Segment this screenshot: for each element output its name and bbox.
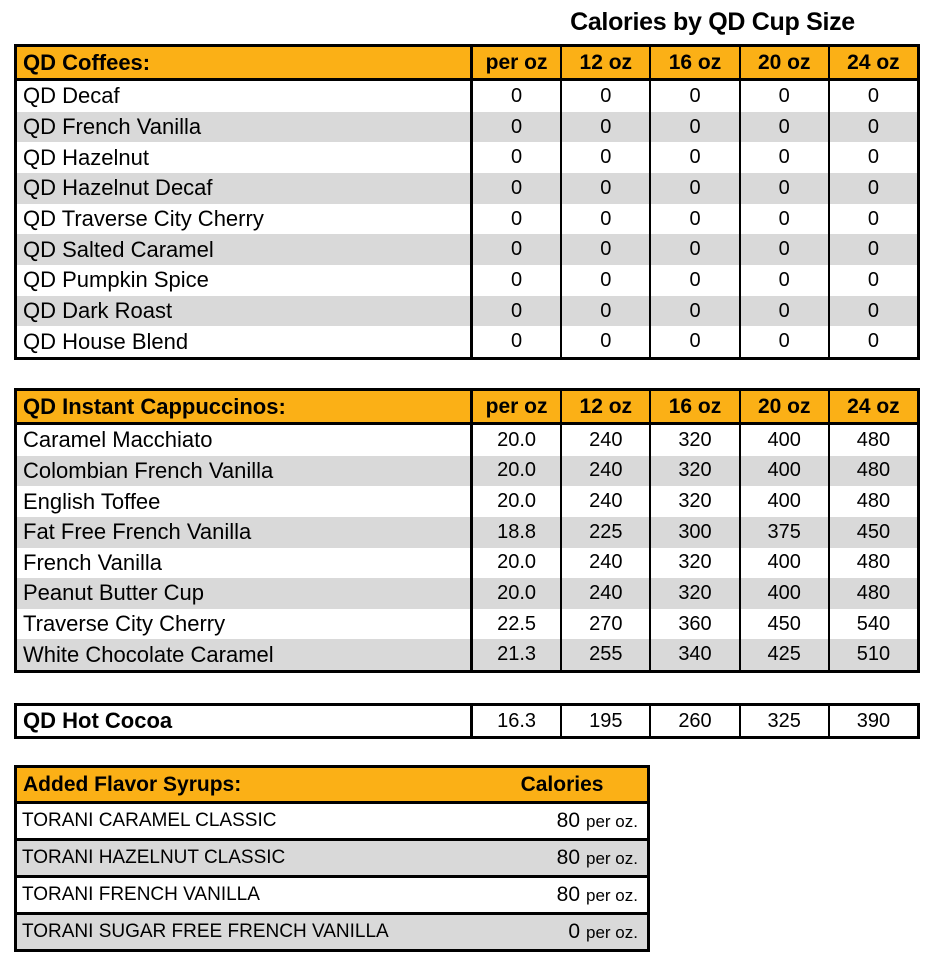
syrups-header-row [17, 768, 647, 804]
syrup-value [557, 809, 647, 833]
syrup-calorie-unit: per oz. [586, 923, 638, 942]
syrup-row [17, 804, 647, 838]
calorie-value: 0 [649, 142, 738, 173]
syrups-header-label: Added Flavor Syrups: [23, 772, 242, 796]
table-row [17, 548, 917, 579]
calorie-value: 0 [649, 296, 738, 327]
syrup-value [568, 920, 647, 944]
syrup-calorie-number: 80 [556, 846, 580, 869]
syrups-calories-header: Calories [520, 772, 604, 796]
syrup-value [557, 883, 647, 907]
row-label: Peanut Butter Cup [23, 580, 205, 606]
calorie-value: 0 [560, 142, 649, 173]
calorie-value: 0 [470, 112, 560, 143]
calorie-value: 0 [560, 326, 649, 357]
calorie-value: 0 [739, 326, 828, 357]
syrup-calorie-unit: per oz. [586, 886, 638, 905]
calorie-value: 0 [739, 173, 828, 204]
calorie-value: 0 [560, 112, 649, 143]
calorie-value: 0 [470, 234, 560, 265]
syrup-label: TORANI CARAMEL CLASSIC [22, 810, 277, 831]
calorie-value: 0 [649, 265, 738, 296]
calorie-value: 240 [560, 425, 649, 456]
calorie-value: 0 [470, 81, 560, 112]
calorie-value: 480 [828, 425, 917, 456]
table-row [17, 173, 917, 204]
table-header-row [17, 391, 917, 425]
cappuccinos-table [14, 388, 920, 673]
calorie-value: 20.0 [470, 425, 560, 456]
calorie-value: 240 [560, 456, 649, 487]
size-column-header: 24 oz [828, 47, 917, 78]
table-row [17, 486, 917, 517]
syrup-row [17, 912, 647, 949]
syrups-table [14, 765, 650, 952]
coffees-table [14, 44, 920, 360]
calorie-value: 390 [828, 706, 917, 736]
row-label: Fat Free French Vanilla [23, 519, 252, 545]
calorie-value: 20.0 [470, 486, 560, 517]
row-label: QD Hazelnut [23, 144, 149, 170]
calorie-value: 240 [560, 578, 649, 609]
calorie-value: 0 [649, 81, 738, 112]
row-label: QD French Vanilla [23, 114, 202, 139]
syrup-label: TORANI FRENCH VANILLA [22, 884, 260, 905]
calorie-value: 510 [828, 639, 917, 670]
row-label: White Chocolate Caramel [23, 641, 274, 667]
calorie-value: 320 [649, 548, 738, 579]
size-column-header: 16 oz [649, 391, 738, 422]
calorie-value: 400 [739, 456, 828, 487]
calorie-value: 20.0 [470, 578, 560, 609]
calorie-value: 340 [649, 639, 738, 670]
table-row [17, 142, 917, 173]
syrup-label: TORANI HAZELNUT CLASSIC [22, 847, 286, 868]
table-row [17, 706, 917, 736]
row-label: English Toffee [23, 488, 161, 514]
calorie-value: 16.3 [470, 706, 560, 736]
calorie-value: 450 [828, 517, 917, 548]
row-label: QD Dark Roast [23, 298, 173, 324]
calorie-value: 255 [560, 639, 649, 670]
row-label: QD Pumpkin Spice [23, 267, 209, 293]
page-title: Calories by QD Cup Size [570, 7, 855, 36]
calorie-value: 375 [739, 517, 828, 548]
calorie-value: 300 [649, 517, 738, 548]
calorie-value: 0 [739, 234, 828, 265]
calorie-value: 20.0 [470, 548, 560, 579]
size-column-header: per oz [470, 391, 560, 422]
calorie-value: 240 [560, 548, 649, 579]
table-row [17, 204, 917, 235]
calorie-value: 0 [470, 265, 560, 296]
calorie-value: 18.8 [470, 517, 560, 548]
calorie-value: 320 [649, 425, 738, 456]
calorie-value: 320 [649, 486, 738, 517]
table-row [17, 425, 917, 456]
syrup-calorie-unit: per oz. [586, 812, 638, 831]
calorie-value: 480 [828, 486, 917, 517]
row-label: QD Salted Caramel [23, 236, 214, 262]
calorie-value: 0 [739, 265, 828, 296]
table-row [17, 456, 917, 487]
calorie-value: 0 [739, 142, 828, 173]
syrup-row [17, 875, 647, 912]
syrup-calorie-unit: per oz. [586, 849, 638, 868]
calorie-value: 0 [739, 296, 828, 327]
calorie-value: 0 [649, 234, 738, 265]
syrup-row [17, 838, 647, 875]
size-column-header: 12 oz [560, 47, 649, 78]
table-row [17, 326, 917, 357]
calorie-value: 320 [649, 578, 738, 609]
calorie-value: 400 [739, 425, 828, 456]
row-label: Traverse City Cherry [23, 611, 226, 637]
calorie-value: 0 [470, 173, 560, 204]
calorie-value: 0 [649, 173, 738, 204]
calorie-value: 0 [470, 326, 560, 357]
calorie-value: 225 [560, 517, 649, 548]
row-label: French Vanilla [23, 549, 162, 575]
calorie-value: 0 [828, 265, 917, 296]
syrup-calorie-number: 80 [556, 809, 580, 832]
calorie-value: 450 [739, 609, 828, 640]
calorie-value: 0 [828, 112, 917, 143]
calorie-value: 320 [649, 456, 738, 487]
size-column-header: per oz [470, 47, 560, 78]
calorie-value: 0 [560, 234, 649, 265]
calorie-value: 240 [560, 486, 649, 517]
calorie-value: 400 [739, 578, 828, 609]
size-column-header: 20 oz [739, 47, 828, 78]
calorie-value: 0 [739, 112, 828, 143]
calorie-value: 480 [828, 548, 917, 579]
calorie-value: 260 [649, 706, 738, 736]
row-label: QD Hazelnut Decaf [23, 175, 213, 201]
calorie-value: 0 [560, 204, 649, 235]
syrup-calorie-number: 0 [568, 920, 580, 943]
syrup-label: TORANI SUGAR FREE FRENCH VANILLA [22, 921, 389, 942]
calorie-value: 425 [739, 639, 828, 670]
calorie-value: 0 [828, 326, 917, 357]
calorie-value: 0 [470, 204, 560, 235]
calorie-value: 22.5 [470, 609, 560, 640]
calorie-value: 0 [828, 81, 917, 112]
table-header-row [17, 47, 917, 81]
calorie-value: 0 [828, 173, 917, 204]
table-row [17, 609, 917, 640]
calorie-value: 0 [470, 142, 560, 173]
calorie-value: 0 [649, 112, 738, 143]
table-row [17, 265, 917, 296]
calorie-value: 540 [828, 609, 917, 640]
calorie-value: 270 [560, 609, 649, 640]
row-label: Caramel Macchiato [23, 427, 213, 453]
size-column-header: 16 oz [649, 47, 738, 78]
table-row [17, 296, 917, 327]
calorie-value: 0 [560, 296, 649, 327]
section-header-label: QD Coffees: [23, 49, 151, 75]
size-column-header: 20 oz [739, 391, 828, 422]
table-row [17, 517, 917, 548]
table-row [17, 578, 917, 609]
calorie-value: 0 [560, 173, 649, 204]
calorie-value: 21.3 [470, 639, 560, 670]
row-label: QD Hot Cocoa [23, 708, 173, 733]
calorie-value: 0 [828, 296, 917, 327]
table-row [17, 81, 917, 112]
row-label: QD Decaf [23, 83, 120, 109]
section-header-label: QD Instant Cappuccinos: [23, 393, 286, 419]
hot-cocoa-table [14, 703, 920, 739]
syrup-value [557, 846, 647, 870]
calorie-value: 0 [739, 204, 828, 235]
calorie-value: 0 [828, 234, 917, 265]
row-label: QD House Blend [23, 328, 189, 354]
row-label: Colombian French Vanilla [23, 457, 274, 483]
calorie-value: 0 [828, 204, 917, 235]
calorie-value: 195 [560, 706, 649, 736]
calorie-value: 0 [560, 81, 649, 112]
table-row [17, 234, 917, 265]
syrup-calorie-number: 80 [556, 883, 580, 906]
calorie-value: 480 [828, 456, 917, 487]
calorie-value: 0 [560, 265, 649, 296]
calorie-value: 360 [649, 609, 738, 640]
calorie-value: 480 [828, 578, 917, 609]
calorie-value: 400 [739, 486, 828, 517]
calorie-value: 20.0 [470, 456, 560, 487]
calorie-value: 0 [828, 142, 917, 173]
calorie-value: 0 [649, 204, 738, 235]
calorie-value: 325 [739, 706, 828, 736]
calorie-value: 0 [739, 81, 828, 112]
size-column-header: 24 oz [828, 391, 917, 422]
calorie-value: 0 [470, 296, 560, 327]
calorie-value: 0 [649, 326, 738, 357]
size-column-header: 12 oz [560, 391, 649, 422]
row-label: QD Traverse City Cherry [23, 206, 264, 232]
table-row [17, 112, 917, 143]
calorie-value: 400 [739, 548, 828, 579]
table-row [17, 639, 917, 670]
